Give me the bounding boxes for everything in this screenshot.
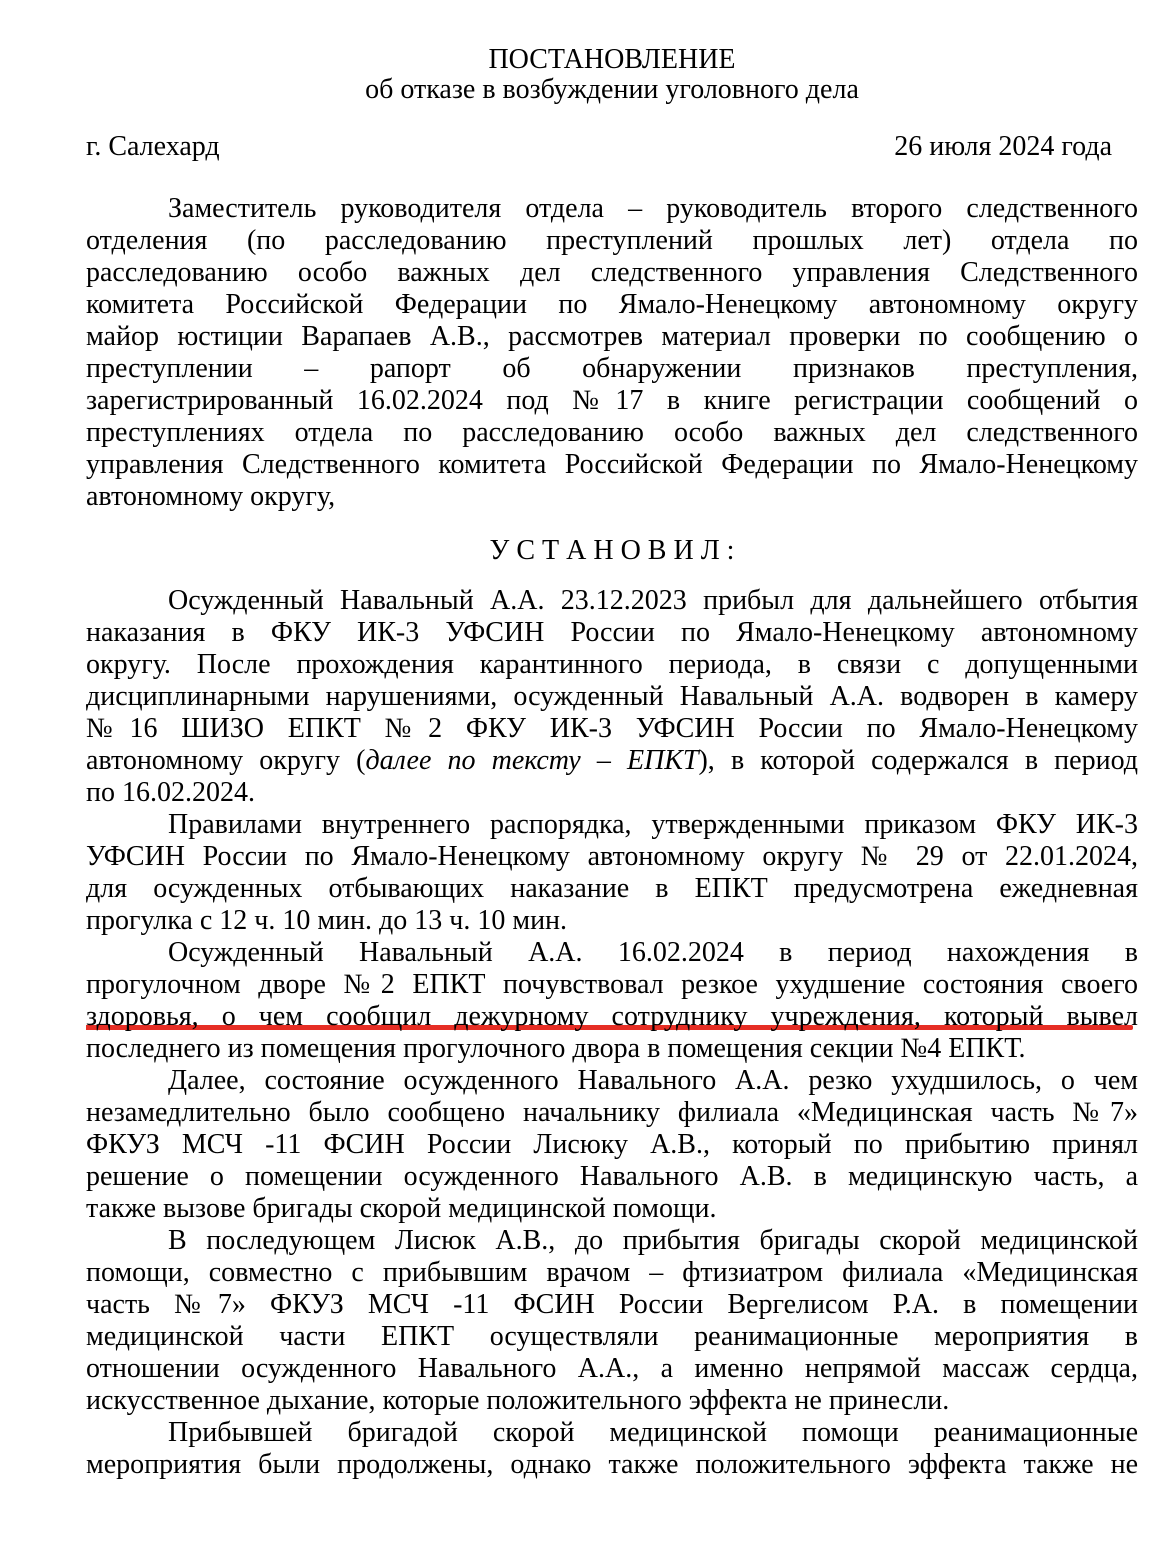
text-line (86, 353, 1138, 385)
text-line (86, 1321, 1138, 1353)
paragraph (86, 193, 1138, 513)
text-segment: медицинской части ЕПКТ осуществляли реанимационные мероприятия в (86, 1321, 1138, 1352)
text-segment: автономному округу ( (86, 745, 366, 776)
text-segment: округу. После прохождения карантинного периода, в связи с допущенными (86, 649, 1138, 680)
text-line (86, 1289, 1138, 1321)
text-line (86, 937, 1138, 969)
text-segment: незамедлительно было сообщено начальнику филиала «Медицинская часть №7» (86, 1097, 1138, 1128)
text-line (86, 969, 1138, 1001)
place-date-row (86, 131, 1138, 163)
text-line (86, 745, 1138, 777)
text-line (86, 841, 1138, 873)
text-line (86, 809, 1138, 841)
text-segment: прогулка с 12 ч. 10 мин. до 13 ч. 10 мин. (86, 905, 568, 936)
text-segment: также вызове бригады скорой медицинской помощи. (86, 1193, 717, 1224)
text-segment: преступлении – рапорт об обнаружении признаков преступления, (86, 353, 1138, 384)
text-segment: помощи, совместно с прибывшим врачом – фтизиатром филиала «Медицинская (86, 1257, 1138, 1288)
text-segment: №16 ШИЗО ЕПКТ №2 ФКУ ИК-3 УФСИН России по Ямало-Ненецкому (86, 713, 1138, 744)
text-segment: В последующем Лисюк А.В., до прибытия бригады скорой медицинской (168, 1225, 1138, 1256)
text-segment: прогулочном дворе №2 ЕПКТ почувствовал резкое ухудшение состояния своего (86, 969, 1138, 1000)
text-segment: ФКУЗ МСЧ -11 ФСИН России Лисюку А.В., который по прибытию принял (86, 1129, 1138, 1160)
text-segment: Осужденный Навальный А.А. 16.02.2024 в период нахождения в (168, 937, 1138, 968)
text-line (86, 289, 1138, 321)
text-segment: мероприятия были продолжены, однако также положительного эффекта также не (86, 1449, 1138, 1480)
text-line (86, 1353, 1138, 1385)
text-segment: по 16.02.2024. (86, 777, 255, 808)
text-segment: часть №7» ФКУЗ МСЧ -11 ФСИН России Вергелисом Р.А. в помещении (86, 1289, 1138, 1320)
text-segment: УФСИН России по Ямало-Ненецкому автономному округу № 29 от 22.01.2024, (86, 841, 1138, 872)
document-subtitle: об отказе в возбуждении уголовного дела (365, 74, 859, 105)
text-line (86, 1225, 1138, 1257)
text-line (86, 1129, 1138, 1161)
italic-text-segment: далее по тексту – ЕПКТ (365, 745, 699, 776)
paragraph (86, 937, 1138, 1065)
text-line (86, 905, 1138, 937)
document-title: ПОСТАНОВЛЕНИЕ (488, 44, 736, 75)
text-segment: Прибывшей бригадой скорой медицинской помощи реанимационные (168, 1417, 1138, 1448)
established-paragraphs (86, 585, 1138, 1481)
text-line (86, 1257, 1138, 1289)
text-segment: расследованию особо важных дел следственного управления Следственного (86, 257, 1138, 288)
text-line (86, 193, 1138, 225)
text-segment: Заместитель руководителя отдела – руководитель второго следственного (168, 193, 1138, 224)
text-line (86, 1001, 1138, 1033)
text-line (86, 873, 1138, 905)
text-line (86, 617, 1138, 649)
intro-paragraphs (86, 193, 1138, 513)
text-line (86, 1385, 1138, 1417)
text-segment: зарегистрированный 16.02.2024 под №17 в книге регистрации сообщений о (86, 385, 1138, 416)
text-line (86, 481, 1138, 513)
text-segment: майор юстиции Варапаев А.В., рассмотрев материал проверки по сообщению о (86, 321, 1138, 352)
text-line (86, 681, 1138, 713)
text-segment: искусственное дыхание, которые положительного эффекта не принесли. (86, 1385, 950, 1416)
text-segment: последнего из помещения прогулочного двора в помещения секции №4 ЕПКТ. (86, 1033, 1026, 1064)
paragraph (86, 809, 1138, 937)
text-segment: автономному округу, (86, 481, 336, 512)
text-line (86, 777, 1138, 809)
paragraph (86, 585, 1138, 809)
established-heading: У С Т А Н О В И Л : (489, 535, 735, 566)
text-segment: дисциплинарными нарушениями, осужденный Навальный А.А. водворен в камеру (86, 681, 1138, 712)
text-segment: отделения (по расследованию преступлений прошлых лет) отдела по (86, 225, 1138, 256)
text-line (86, 1065, 1138, 1097)
text-line (86, 1449, 1138, 1481)
text-line (86, 225, 1138, 257)
text-segment: ), в которой содержался в период (698, 745, 1138, 776)
text-line (86, 585, 1138, 617)
text-line (86, 1097, 1138, 1129)
date-label: 26 июля 2024 года (894, 131, 1112, 162)
text-line (86, 449, 1138, 481)
text-segment: управления Следственного комитета Российской Федерации по Ямало-Ненецкому (86, 449, 1138, 480)
text-line (86, 1417, 1138, 1449)
text-line (86, 257, 1138, 289)
text-segment: Осужденный Навальный А.А. 23.12.2023 прибыл для дальнейшего отбытия (168, 585, 1138, 616)
text-segment: Правилами внутреннего распорядка, утвержденными приказом ФКУ ИК-3 (168, 809, 1138, 840)
text-segment: наказания в ФКУ ИК-3 УФСИН России по Ямало-Ненецкому автономному (86, 617, 1138, 648)
text-segment: отношении осужденного Навального А.А., а именно непрямой массаж сердца, (86, 1353, 1138, 1384)
text-line (86, 321, 1138, 353)
text-line (86, 417, 1138, 449)
text-segment: комитета Российской Федерации по Ямало-Ненецкому автономному округу (86, 289, 1138, 320)
text-segment: преступлениях отдела по расследованию особо важных дел следственного (86, 417, 1138, 448)
place-label: г. Салехард (86, 131, 220, 162)
text-segment: здоровья, о чем сообщил дежурному сотруднику учреждения, который вывел (86, 1001, 1138, 1032)
text-line (86, 1033, 1138, 1065)
paragraph (86, 1417, 1138, 1481)
document-header (86, 45, 1138, 105)
paragraph (86, 1225, 1138, 1417)
text-line (86, 649, 1138, 681)
text-segment: Далее, состояние осужденного Навального А.А. резко ухудшилось, о чем (168, 1065, 1138, 1096)
text-segment: для осужденных отбывающих наказание в ЕПКТ предусмотрена ежедневная (86, 873, 1138, 904)
paragraph (86, 1065, 1138, 1225)
text-line (86, 713, 1138, 745)
text-line (86, 1161, 1138, 1193)
text-line (86, 1193, 1138, 1225)
text-segment: решение о помещении осужденного Навального А.В. в медицинскую часть, а (86, 1161, 1138, 1192)
text-line (86, 385, 1138, 417)
